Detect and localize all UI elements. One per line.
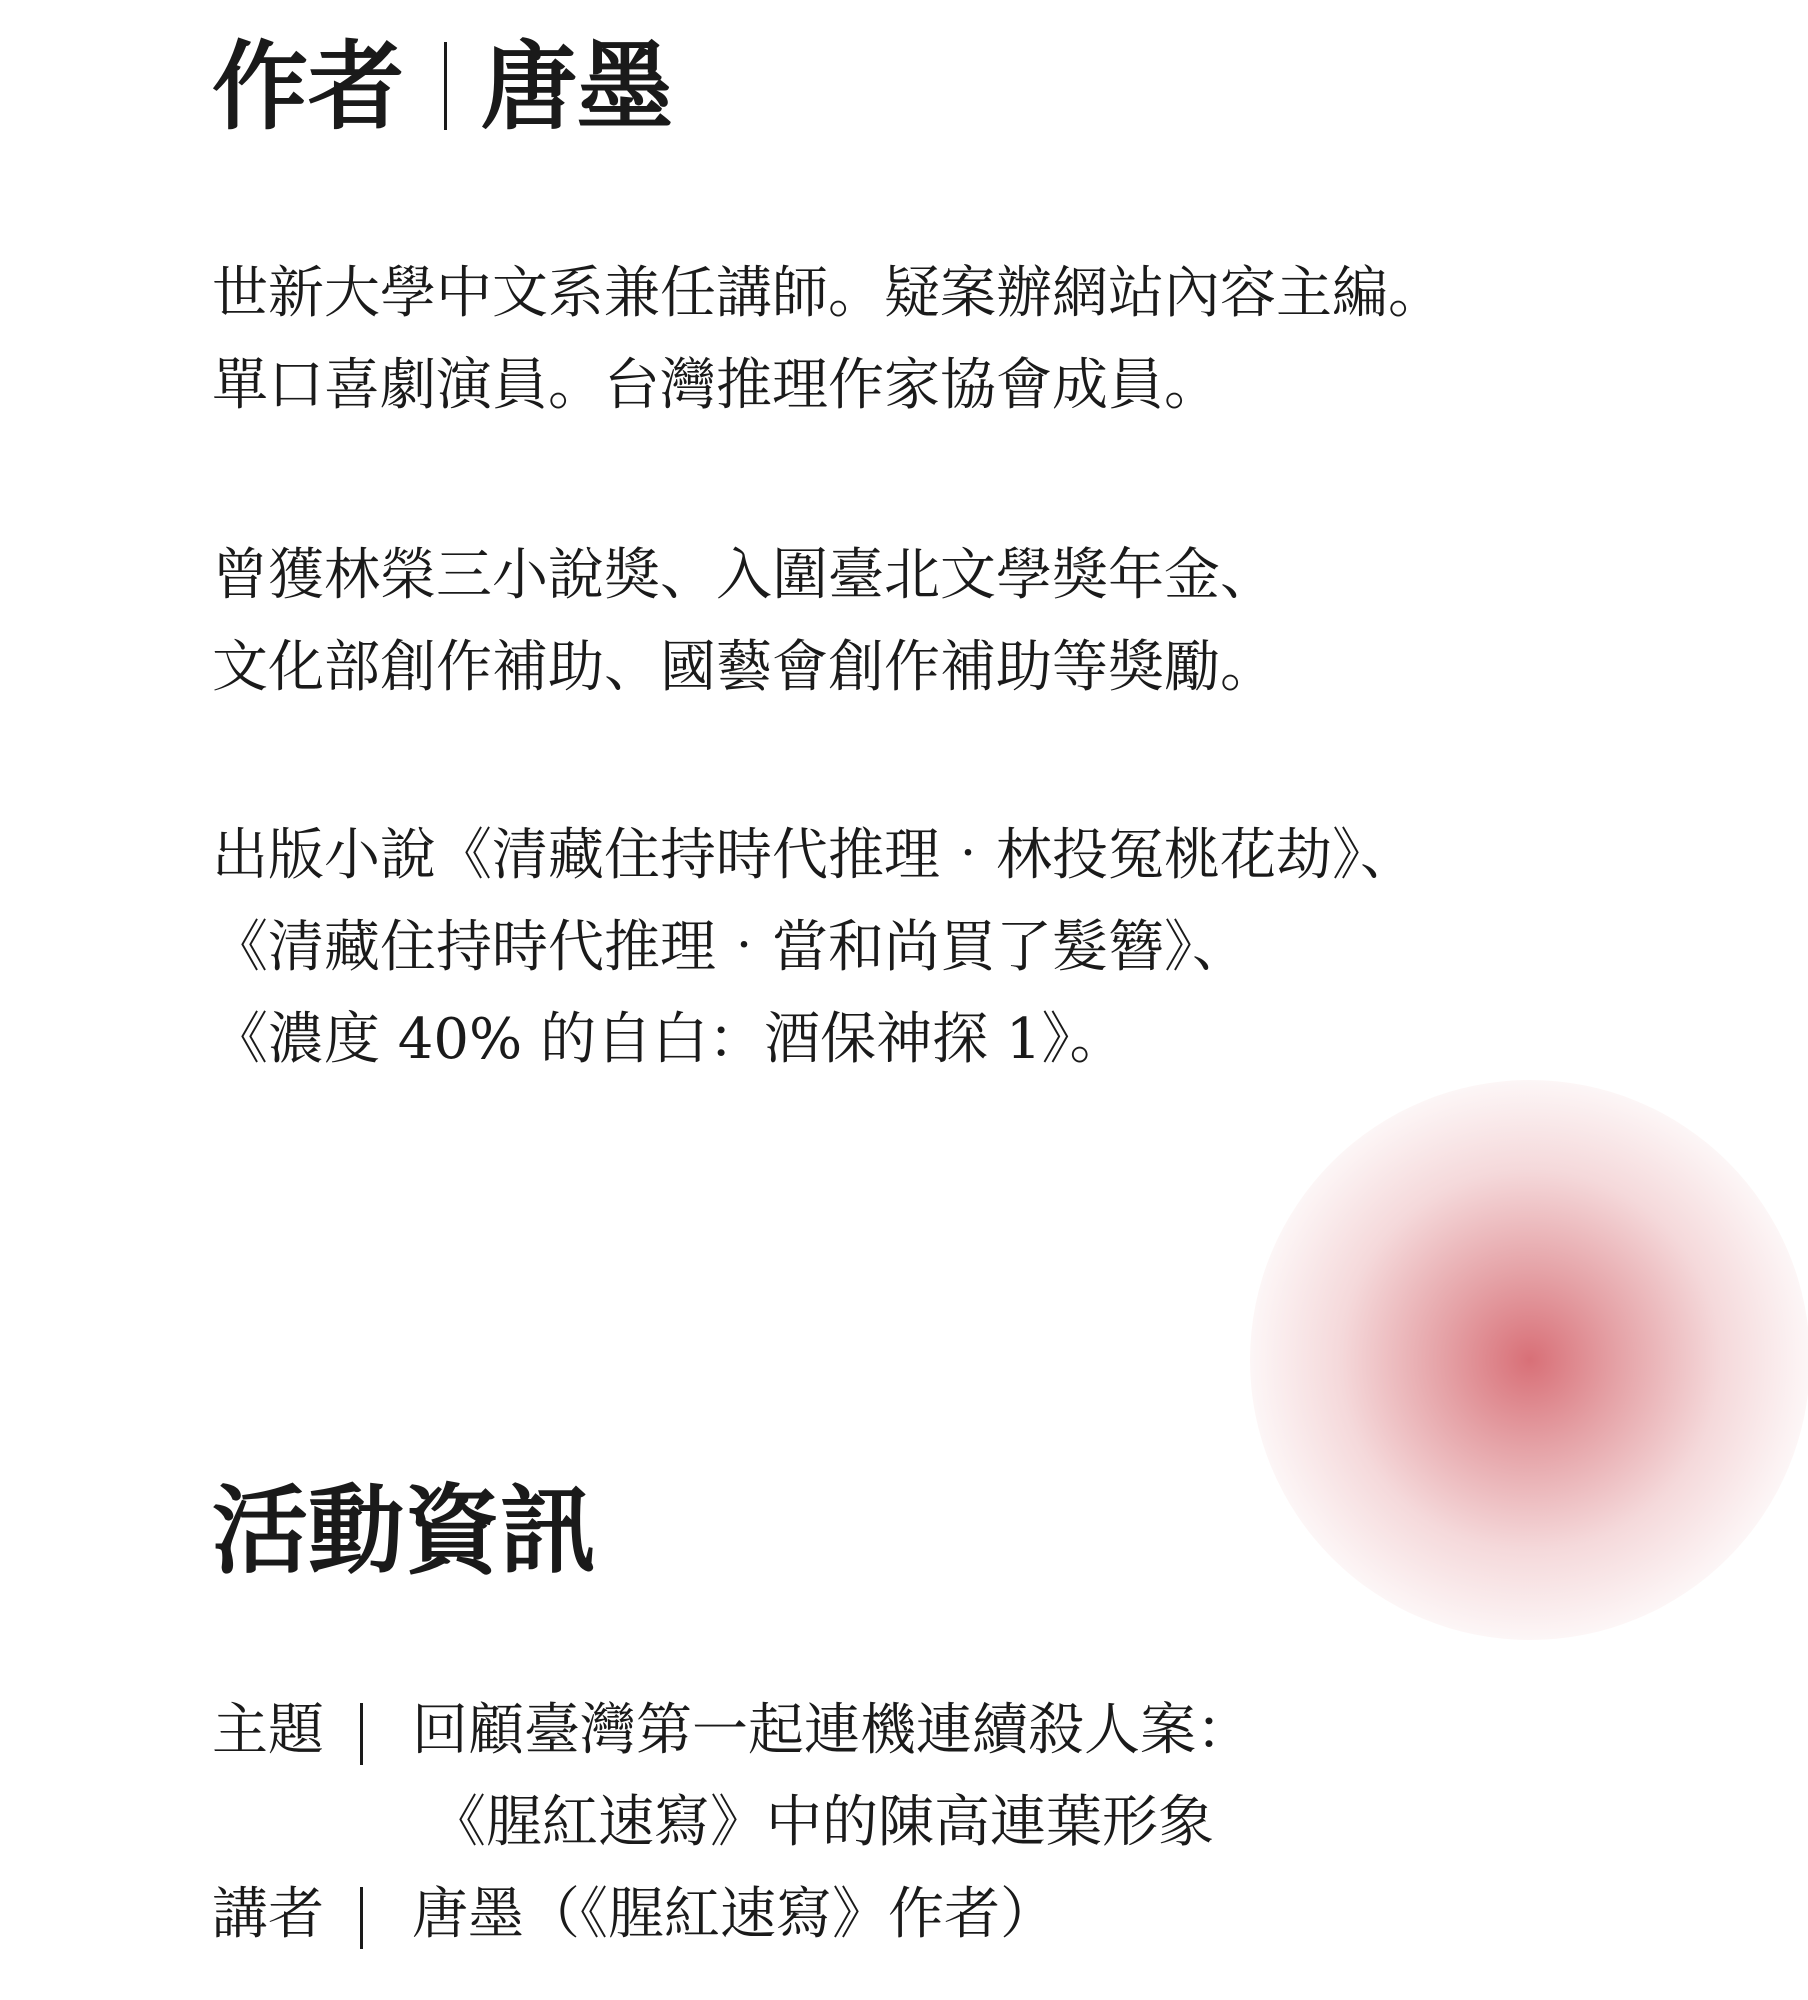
speaker-separator bbox=[360, 1887, 363, 1949]
topic-separator bbox=[360, 1703, 363, 1765]
bio-line: 出版小說《清藏住持時代推理‧林投冤桃花劫》、 bbox=[212, 823, 1416, 888]
topic-value-line2: 《腥紅速寫》中的陳高連葉形象 bbox=[430, 1790, 1214, 1855]
bio-line: 《濃度 40% 的自白：酒保神探 1》。 bbox=[212, 1007, 1126, 1072]
speaker-label: 講者 bbox=[212, 1882, 324, 1947]
topic-value-line1: 回顧臺灣第一起連機連續殺人案： bbox=[412, 1698, 1252, 1763]
bio-paragraph-awards bbox=[212, 530, 1276, 714]
bio-line: 世新大學中文系兼任講師。疑案辦網站內容主編。 bbox=[212, 261, 1444, 326]
author-heading bbox=[212, 30, 673, 143]
topic-label: 主題 bbox=[212, 1698, 324, 1763]
bio-line: 曾獲林榮三小說獎、入圍臺北文學獎年金、 bbox=[212, 543, 1276, 608]
author-heading-label: 作者 bbox=[212, 30, 404, 143]
bio-paragraph-roles bbox=[212, 248, 1444, 432]
event-info-heading: 活動資訊 bbox=[212, 1474, 596, 1587]
bio-line: 文化部創作補助、國藝會創作補助等獎勵。 bbox=[212, 635, 1276, 700]
bio-line: 《清藏住持時代推理‧當和尚買了髮簪》、 bbox=[212, 915, 1248, 980]
bio-line: 單口喜劇演員。台灣推理作家協會成員。 bbox=[212, 353, 1220, 418]
author-heading-name: 唐墨 bbox=[481, 30, 673, 143]
bio-paragraph-publications bbox=[212, 810, 1416, 1086]
speaker-value: 唐墨（《腥紅速寫》作者） bbox=[412, 1882, 1056, 1947]
decorative-red-glow bbox=[1250, 1080, 1808, 1640]
heading-separator bbox=[444, 42, 447, 130]
